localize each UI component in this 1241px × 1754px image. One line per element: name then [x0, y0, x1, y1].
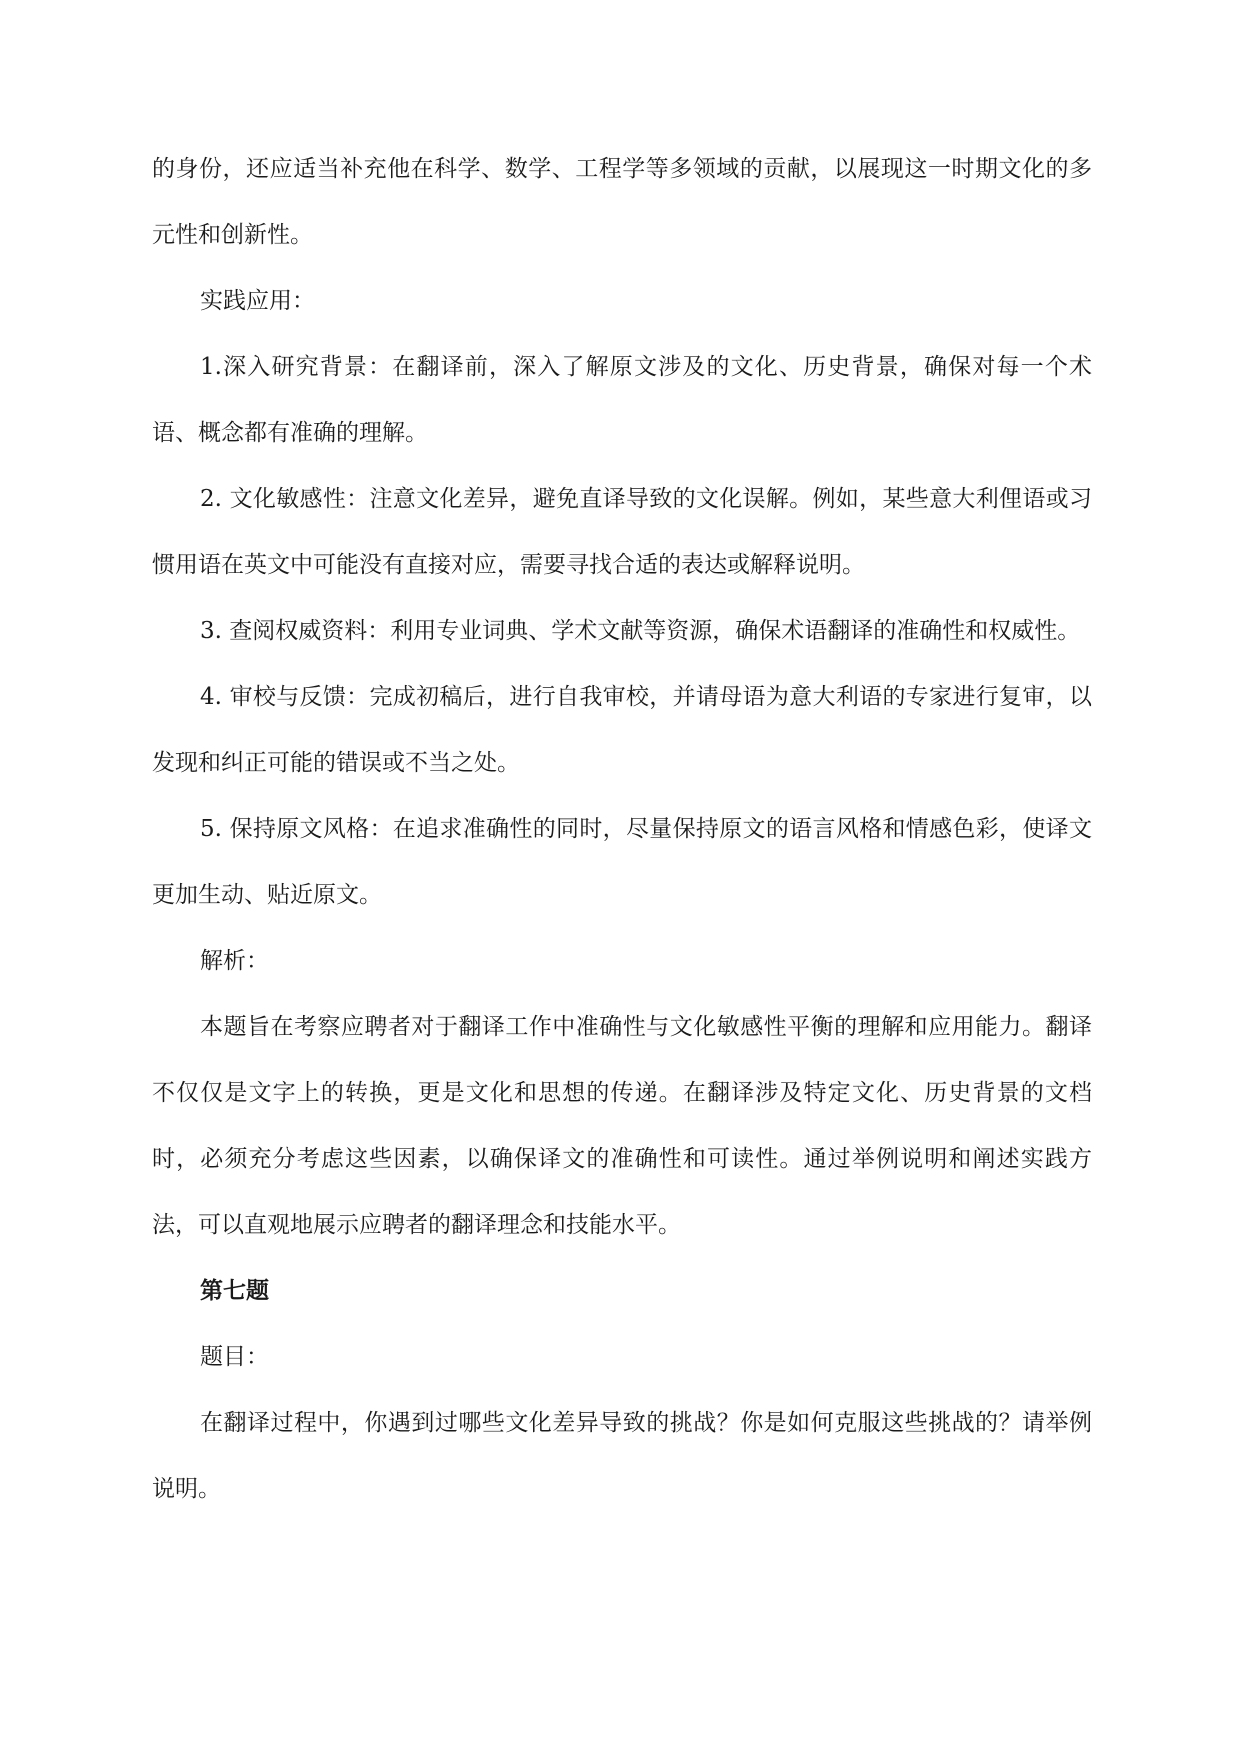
- question-body: 在翻译过程中，你遇到过哪些文化差异导致的挑战？你是如何克服这些挑战的？请举例说明。: [152, 1410, 1092, 1502]
- paragraph-item-2: 2. 文化敏感性：注意文化差异，避免直译导致的文化误解。例如，某些意大利俚语或习惯用语在英文中可能没有直接对应，需要寻找合适的表达或解释说明。: [152, 486, 1092, 578]
- paragraph-item-3: 3. 查阅权威资料：利用专业词典、学术文献等资源，确保术语翻译的准确性和权威性。: [200, 618, 1081, 644]
- question-label: 题目：: [200, 1344, 269, 1370]
- paragraph-item-5: 5. 保持原文风格：在追求准确性的同时，尽量保持原文的语言风格和情感色彩，使译文更加生动、贴近原文。: [152, 816, 1092, 908]
- paragraph-analysis-heading: 解析：: [200, 948, 269, 974]
- question-seven-heading: 第七题: [200, 1277, 269, 1304]
- document-page: [152, 136, 1092, 1522]
- paragraph-item-1: 1.深入研究背景：在翻译前，深入了解原文涉及的文化、历史背景，确保对每一个术语、概念都有准确的理解。: [152, 354, 1092, 446]
- paragraph-item-4: 4. 审校与反馈：完成初稿后，进行自我审校，并请母语为意大利语的专家进行复审，以发现和纠正可能的错误或不当之处。: [152, 684, 1092, 776]
- paragraph-analysis-body: 本题旨在考察应聘者对于翻译工作中准确性与文化敏感性平衡的理解和应用能力。翻译不仅仅是文字上的转换，更是文化和思想的传递。在翻译涉及特定文化、历史背景的文档时，必须充分考虑这些因素，以确保译文的准确性和可读性。通过举例说明和阐述实践方法，可以直观地展示应聘者的翻译理念和技能水平。: [152, 1014, 1092, 1238]
- paragraph-continuation: 的身份，还应适当补充他在科学、数学、工程学等多领域的贡献，以展现这一时期文化的多元性和创新性。: [152, 156, 1092, 248]
- paragraph-practice-heading: 实践应用：: [200, 288, 315, 314]
